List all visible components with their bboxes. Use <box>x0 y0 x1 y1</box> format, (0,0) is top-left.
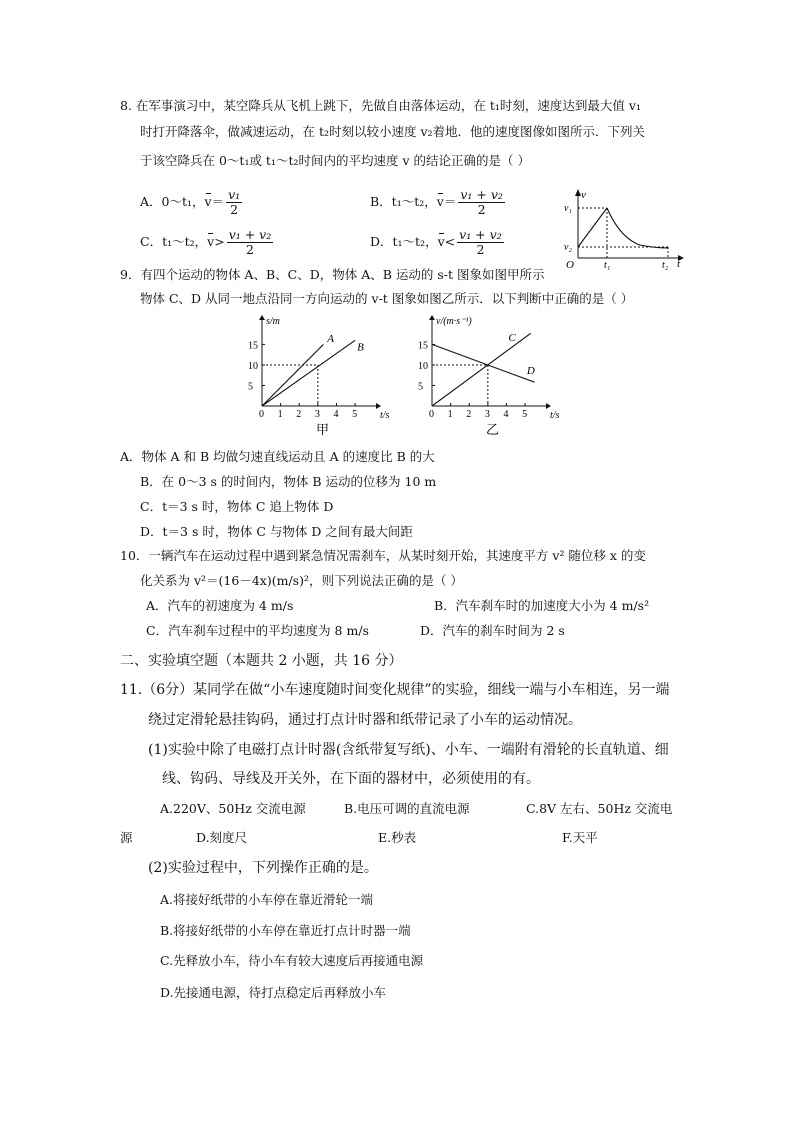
option-b-denominator: 2 <box>477 202 486 217</box>
series-line-c <box>432 333 531 406</box>
option-c-operator: > <box>214 234 225 249</box>
q9-option-a[interactable]: A．物体 A 和 B 均做匀速直线运动且 A 的速度比 B 的大 <box>120 449 435 464</box>
q8-option-b[interactable]: B．t₁～t₂，v＝ $\frac{\text{v₁ + v₂}}{2}$ <box>370 187 503 217</box>
q11-part1-option-d[interactable]: D.刻度尺 <box>196 830 248 845</box>
q11-part2-option-a[interactable]: A.将接好纸带的小车停在靠近滑轮一端 <box>160 892 374 907</box>
q8-option-c[interactable] <box>140 228 275 257</box>
series-line-a <box>262 344 323 406</box>
q8-line3 <box>140 151 530 169</box>
y-axis-arrow-icon <box>259 315 265 320</box>
x-tick-label: 0 <box>429 409 434 420</box>
option-d-prefix: D．t₁～t₂， <box>370 234 438 249</box>
q11-part1-option-f[interactable]: F.天平 <box>562 830 598 845</box>
x-tick-label: 2 <box>466 409 472 420</box>
x-axis-label: t <box>677 258 681 270</box>
avg-velocity-symbol: v <box>436 194 444 209</box>
t1-label: t₁ <box>604 260 611 271</box>
option-c-denominator: 2 <box>246 242 254 257</box>
chart-title: 甲 <box>316 422 330 437</box>
q11-part1-option-e[interactable]: E.秒表 <box>378 830 417 845</box>
x-tick-label: 5 <box>522 409 528 420</box>
series-label-c: C <box>508 332 516 345</box>
q8-line3-text: 于该空降兵在 0～t₁或 t₁～t₂时间内的平均速度 v 的结论正确的是（ ） <box>140 153 530 168</box>
q9-chart-jia <box>238 312 388 437</box>
option-a-denominator: 2 <box>230 202 239 217</box>
option-a-numerator: v₁ <box>228 187 241 202</box>
series-line-d <box>432 344 534 382</box>
y-tick-label: 15 <box>418 340 428 352</box>
x-tick-label: 0 <box>259 409 264 420</box>
q10-option-b[interactable]: B．汽车刹车时的加速度大小为 4 m/s² <box>434 598 650 613</box>
y-axis-label: s/m <box>266 316 280 327</box>
deceleration-curve <box>607 208 668 248</box>
avg-velocity-symbol: v <box>204 194 212 209</box>
q11-part2-option-d[interactable]: D.先接通电源，待打点稳定后再释放小车 <box>160 985 387 1000</box>
x-tick-label: 1 <box>447 409 453 420</box>
q9-line1: 9．有四个运动的物体 A、B、C、D，物体 A、B 运动的 s-t 图象如图甲所示 <box>120 267 545 282</box>
q8-option-a[interactable]: A．0～t₁，v＝ $\frac{\text{v₁}}{2}$ <box>140 187 241 217</box>
x-tick-label: 5 <box>352 409 358 420</box>
q11-part1-line1: (1)实验中除了电磁打点计时器(含纸带复写纸)、小车、一端附有滑轮的长直轨道、细 <box>148 742 669 758</box>
x-tick-label: 3 <box>484 409 490 420</box>
q10-option-a[interactable]: A．汽车的初速度为 4 m/s <box>146 598 294 613</box>
y-axis-label: v/(m·s⁻¹) <box>436 316 472 327</box>
free-fall-line <box>578 208 607 247</box>
v2-label: v₂ <box>564 242 572 253</box>
x-tick-label: 2 <box>296 409 302 420</box>
x-tick-label: 4 <box>333 409 339 420</box>
q10-line1: 10．一辆汽车在运动过程中遇到紧急情况需刹车，从某时刻开始，其速度平方 v² 随位移 x 的变 <box>120 548 646 563</box>
q9-option-d[interactable]: D．t＝3 s 时，物体 C 与物体 D 之间有最大间距 <box>140 524 413 539</box>
series-label-a: A <box>327 332 335 345</box>
option-d-operator: < <box>444 234 456 249</box>
q9-option-b[interactable]: B．在 0～3 s 的时间内，物体 B 运动的位移为 10 m <box>140 474 437 489</box>
q11-part2: (2)实验过程中，下列操作正确的是。 <box>148 860 378 876</box>
option-c-prefix: C．t₁～t₂， <box>140 234 208 249</box>
q10-option-c[interactable]: C．汽车刹车过程中的平均速度为 8 m/s <box>146 623 369 638</box>
option-d-numerator: v₁ + v₂ <box>459 227 502 242</box>
q9-option-c[interactable]: C．t＝3 s 时，物体 C 追上物体 D <box>140 499 334 514</box>
x-axis-arrow-icon <box>376 403 381 409</box>
series-line-b <box>262 340 355 406</box>
y-tick-label: 10 <box>248 360 258 372</box>
x-axis-arrow-icon <box>546 403 551 409</box>
x-tick-label: 3 <box>314 409 320 420</box>
q11-line2: 绕过定滑轮悬挂钩码，通过打点计时器和纸带记录了小车的运动情况。 <box>148 712 582 728</box>
q11-part1-line2: 线、钩码、导线及开关外，在下面的器材中，必须使用的有。 <box>162 771 540 787</box>
t2-label: t₂ <box>662 260 669 271</box>
y-tick-label: 15 <box>248 340 258 352</box>
v1-label: v₁ <box>564 203 572 214</box>
q8-option-d[interactable] <box>370 228 506 257</box>
chart-title: 乙 <box>486 422 500 437</box>
q11-part1-option-c-cont: 源 <box>120 830 133 845</box>
y-tick-label: 10 <box>418 360 428 372</box>
option-d-denominator: 2 <box>476 242 485 257</box>
q11-part1-option-b[interactable]: B.电压可调的直流电源 <box>344 801 470 816</box>
y-tick-label: 5 <box>418 381 423 393</box>
x-axis-label: t/s <box>550 410 560 421</box>
q8-line1: 8. 在军事演习中，某空降兵从飞机上跳下，先做自由落体运动，在 t₁时刻，速度达到最大值 v₁ <box>120 98 641 113</box>
series-label-d: D <box>526 364 535 377</box>
q10-option-d[interactable]: D．汽车的刹车时间为 2 s <box>420 623 565 638</box>
avg-velocity-symbol: v <box>207 234 215 249</box>
avg-velocity-symbol: v <box>437 234 445 249</box>
option-a-prefix: A．0～t₁， <box>140 194 205 209</box>
q8-line2: 时打开降落伞，做减速运动，在 t₂时刻以较小速度 v₂着地．他的速度图像如图所示．下列关 <box>140 124 646 139</box>
x-tick-label: 1 <box>277 409 283 420</box>
q11-part2-option-b[interactable]: B.将接好纸带的小车停在靠近打点计时器一端 <box>160 923 411 938</box>
q9-chart-yi <box>408 312 558 437</box>
q9-line2: 物体 C、D 从同一地点沿同一方向运动的 v-t 图象如图乙所示．以下判断中正确的是（ ） <box>140 291 634 306</box>
q10-line2: 化关系为 v²＝(16－4x)(m/s)²，则下列说法正确的是（ ） <box>140 573 463 588</box>
q11-line1: 11.（6分）某同学在做“小车速度随时间变化规律”的实验，细线一端与小车相连，另一端 <box>120 682 670 698</box>
q11-part2-option-c[interactable]: C.先释放小车，待小车有较大速度后再接通电源 <box>160 953 424 968</box>
x-tick-label: 4 <box>503 409 509 420</box>
q8-velocity-graph <box>560 188 685 270</box>
y-tick-label: 5 <box>248 381 253 393</box>
series-label-b: B <box>357 341 364 354</box>
q11-part1-option-c[interactable]: C.8V 左右、50Hz 交流电 <box>526 801 673 816</box>
option-b-numerator: v₁ + v₂ <box>460 187 503 202</box>
section-heading: 二、实验填空题（本题共 2 小题，共 16 分） <box>120 653 403 669</box>
option-c-numerator: v₁ + v₂ <box>228 227 272 242</box>
origin-label: O <box>566 259 574 271</box>
option-b-prefix: B．t₁～t₂， <box>370 194 437 209</box>
x-axis-label: t/s <box>380 410 390 421</box>
y-axis-label: v <box>581 189 586 201</box>
q11-part1-option-a[interactable]: A.220V、50Hz 交流电源 <box>160 801 306 816</box>
y-axis-arrow-icon <box>429 315 435 320</box>
